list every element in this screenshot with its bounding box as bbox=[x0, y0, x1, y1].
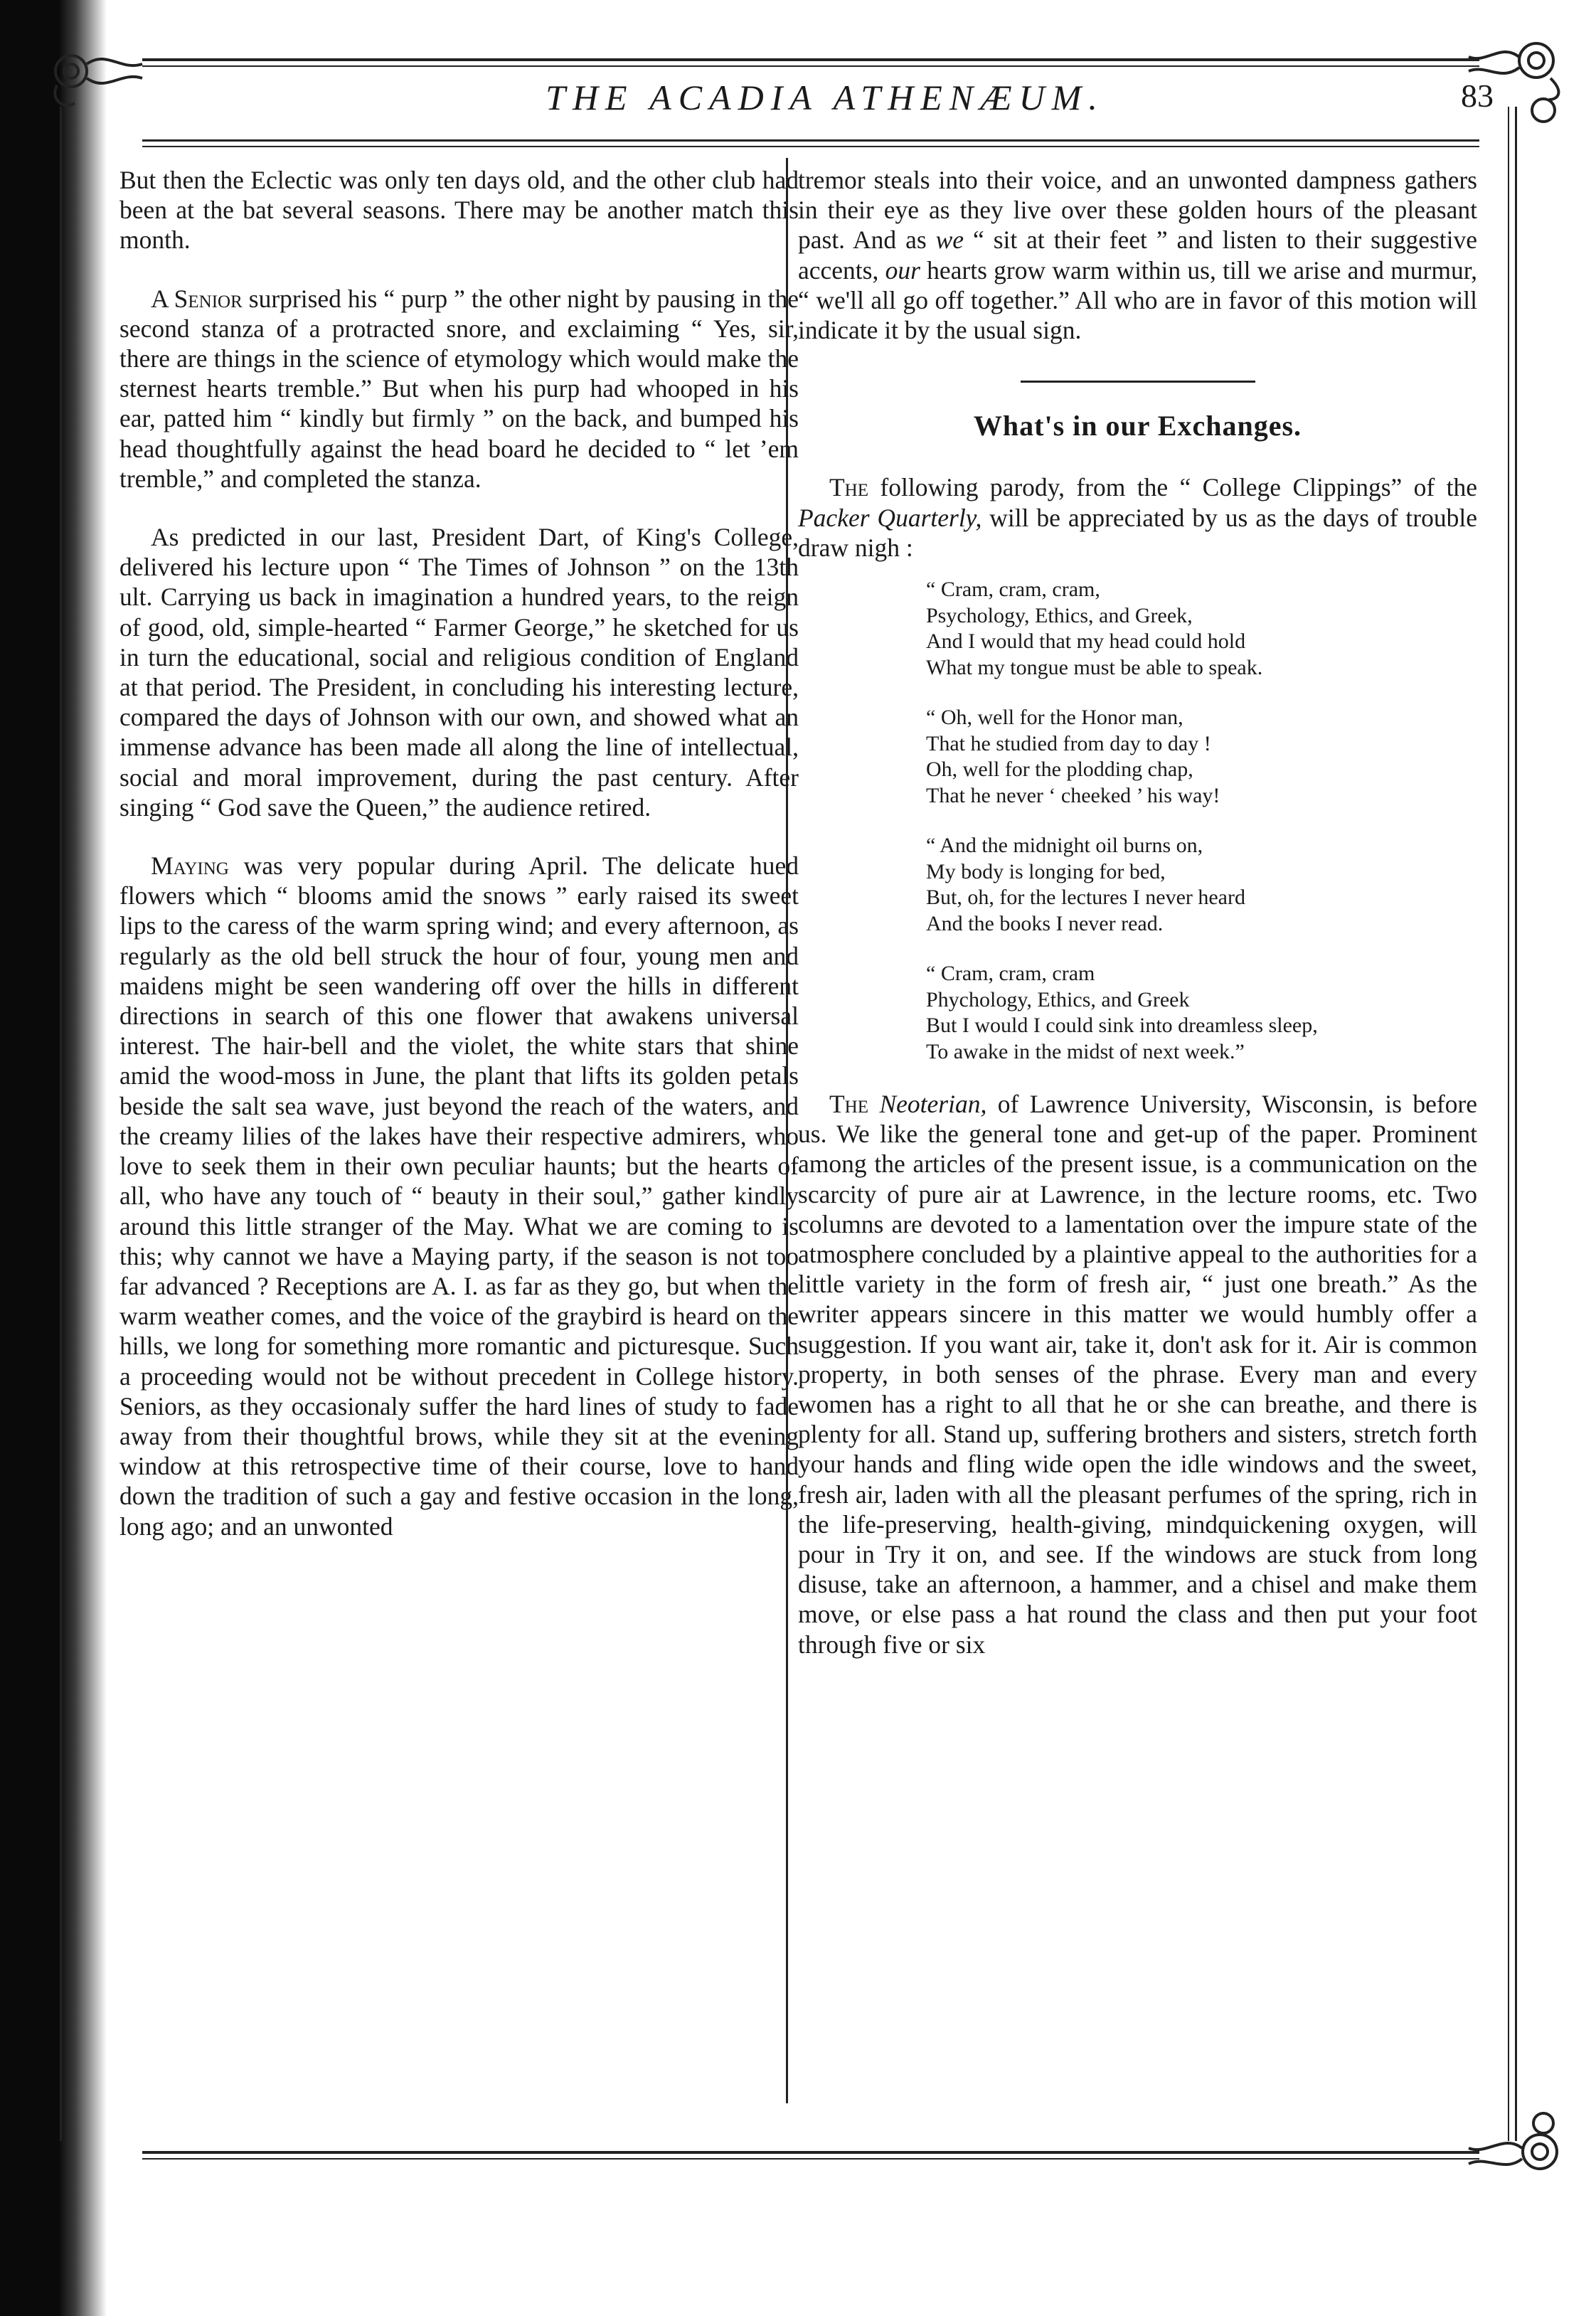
text-run: of Lawrence University, Wisconsin, is before us. We like the general tone and get-up of the paper. Prominent among the articles of the present issue, is a communication on the scarcity of pure air at Lawrence, in the lecture rooms, etc. Two columns are devoted to a lamentation over the impure state of the atmosphere concluded by a plaintive appeal to the authorities for a little variety in the form of fresh air, “ just one breath.” As the writer appears sincere in this matter we would humbly offer a suggestion. If you want air, take it, don't ask for it. Air is common property, in both senses of the phrase. Every man and every women has a right to all that he or she can breathe, and there is plenty for all. Stand up, suffering brothers and sisters, stretch forth your hands and fling wide open the idle windows and the sweet, fresh air, laden with all the pleasant perfumes of the spring, rich in the life-preserving, health-giving, mindquickening oxygen, will pour in Try it on, and see. If the windows are stuck from long disuse, take an afternoon, a hammer, and a chisel and make them move, or else pass a hat round the class and then put your foot through five or six bbox=[798, 1090, 1477, 1659]
poem-line: What my tongue must be able to speak. bbox=[926, 655, 1263, 679]
corner-ornament-top-left-icon bbox=[43, 36, 149, 114]
poem-line: Oh, well for the plodding chap, bbox=[926, 758, 1193, 782]
left-column bbox=[119, 165, 799, 1541]
poem-stanza bbox=[926, 833, 1477, 937]
lead-word: A Senior bbox=[151, 284, 243, 313]
running-head bbox=[156, 71, 1494, 128]
paragraph-maying-continued bbox=[798, 165, 1477, 345]
lead-word: Maying bbox=[151, 851, 229, 881]
italic-word: we bbox=[935, 225, 964, 255]
poem-stanza bbox=[926, 577, 1477, 681]
poem-line: “ Cram, cram, cram bbox=[926, 962, 1095, 986]
poem-stanza bbox=[926, 705, 1477, 809]
lead-word: The bbox=[829, 1090, 869, 1119]
parody-poem bbox=[926, 577, 1477, 1065]
poem-line: But, oh, for the lectures I never heard bbox=[926, 886, 1245, 910]
paragraph-neoterian bbox=[798, 1089, 1477, 1659]
poem-line: And the books I never read. bbox=[926, 911, 1164, 935]
paragraph-text: was very popular during April. The delicate hued flowers which “ blooms amid the snows ” early raised its sweet lips to the caress of the warm spring wind; and every afternoon, as regularly as the old bell struck the hour of four, young men and maidens might be seen wandering off over the hills in different directions in search of this one flower that awakens universal interest. The hair-bell and the violet, the white stars that shine amid the wood-moss in June, the plant that lifts its golden petals beside the salt sea wave, just beyond the reach of the waters, and the creamy lilies of the lakes have their respective admirers, who love to seek them in their own peculiar haunts; but the hearts of all, who have any touch of “ beauty in their soul,” gather kindly around this little stranger of the May. What we are coming to is this; why cannot we have a Maying party, if the season is not too far advanced ? Receptions are A. I. as far as they go, but when the warm weather comes, and the voice of the graybird is heard on the hills, we long for something more romantic and picturesque. Such a proceeding would not be without precedent in College history. Seniors, as they occasionaly suffer the hard lines of study to fade away from their thoughtful brows, while they sit at the evening window at this retrospective time of their course, love to hand down the tradition of such a gay and festive occasion in the long, long ago; and an unwonted bbox=[119, 851, 799, 1541]
poem-line: My body is longing for bed, bbox=[926, 859, 1166, 883]
text-run: following parody, from the “ College Clippings” of the bbox=[868, 473, 1477, 502]
paragraph-eclectic: But then the Eclectic was only ten days old, and the other club had been at the bat several seasons. There may be another match this month. bbox=[119, 166, 799, 255]
journal-name: Packer Quarterly, bbox=[798, 503, 982, 532]
poem-line: To awake in the midst of next week.” bbox=[926, 1039, 1245, 1063]
poem-stanza bbox=[926, 961, 1477, 1065]
left-frame-rule bbox=[60, 107, 62, 2141]
section-heading: What's in our Exchanges. bbox=[973, 410, 1302, 442]
paragraph-parody-intro bbox=[798, 472, 1477, 563]
text-run: hearts grow warm within us, till we arise and murmur, “ we'll all go off together.” All who are in favor of this motion will indicate it by the usual sign. bbox=[798, 255, 1477, 345]
bottom-border-rule bbox=[142, 2151, 1479, 2154]
header-underline bbox=[142, 139, 1479, 142]
paragraph-president-dart: As predicted in our last, President Dart, of King's College, delivered his lecture upon “ The Times of Johnson ” on the 13th ult. Carrying us back in imagination a hundred years, to the reign of good, old, simple-hearted “ Farmer George,” he sketched for us in turn the educational, social and religious condition of England at that period. The President, in concluding his interesting lecture, compared the days of Johnson with our own, and showed what an immense advance has been made all along the line of intellectual, social and moral improvement, during the past century. After singing “ God save the Queen,” the audience retired. bbox=[119, 523, 799, 822]
text-run: tremor steals into their voice, and an unwonted dampness gathers in their eye as they live over these golden hours of the pleasant past. And as bbox=[798, 166, 1477, 255]
top-border-rule bbox=[142, 58, 1479, 61]
italic-word: our bbox=[885, 255, 920, 285]
page-number: 83 bbox=[1461, 78, 1494, 114]
top-border-rule-thin bbox=[142, 65, 1479, 67]
right-column bbox=[798, 165, 1477, 1659]
lead-word: The bbox=[829, 473, 869, 502]
poem-line: “ Oh, well for the Honor man, bbox=[926, 706, 1183, 730]
header-underline-thin bbox=[142, 146, 1479, 147]
corner-ornament-bottom-right-icon bbox=[1465, 2105, 1572, 2212]
bottom-border-rule-thin bbox=[142, 2158, 1479, 2160]
poem-line: That he studied from day to day ! bbox=[926, 731, 1211, 755]
journal-title: THE ACADIA ATHENÆUM. bbox=[546, 78, 1105, 117]
text-run: will be appreciated by us as the days of trouble draw nigh : bbox=[798, 503, 1477, 562]
poem-line: That he never ‘ cheeked ’ his way! bbox=[926, 783, 1220, 807]
text-run: “ sit at their feet ” and listen to their suggestive accents, bbox=[798, 225, 1477, 285]
poem-line: Phychology, Ethics, and Greek bbox=[926, 987, 1190, 1011]
journal-name: Neoterian, bbox=[879, 1090, 987, 1119]
right-frame-rule bbox=[1515, 107, 1517, 2141]
section-divider bbox=[1021, 381, 1255, 383]
poem-line: “ And the midnight oil burns on, bbox=[926, 834, 1203, 858]
right-frame-rule-inner bbox=[1508, 107, 1509, 2141]
paragraph-text: surprised his “ purp ” the other night by pausing in the second stanza of a protracted snore, and exclaiming “ Yes, sir, there are things in the science of etymology which would make the sternest hearts tremble.” But when his purp had whooped in his ear, patted him “ kindly but firmly ” on the back, and bumped his head thoughtfully against the head board he decided to “ let ’em tremble,” and completed the stanza. bbox=[119, 284, 799, 493]
poem-line: “ Cram, cram, cram, bbox=[926, 578, 1100, 602]
poem-line: But I would I could sink into dreamless sleep, bbox=[926, 1014, 1318, 1038]
poem-line: Psychology, Ethics, and Greek, bbox=[926, 603, 1193, 627]
paragraph-senior bbox=[119, 284, 799, 494]
poem-line: And I would that my head could hold bbox=[926, 630, 1246, 654]
binding-edge bbox=[0, 0, 107, 2316]
paragraph-maying bbox=[119, 851, 799, 1541]
